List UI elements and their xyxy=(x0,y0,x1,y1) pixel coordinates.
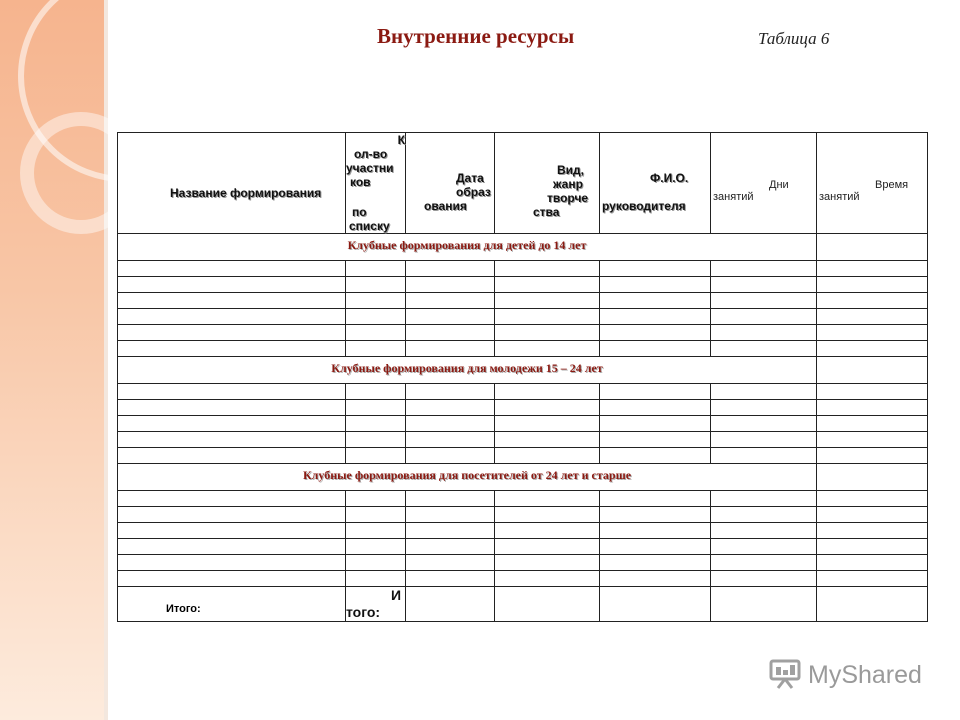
header-days: Дни занятий xyxy=(711,133,817,234)
header-date: Дата образ ования xyxy=(406,133,495,234)
table-row xyxy=(118,309,928,325)
total-label: Итого: xyxy=(118,587,346,622)
table-row xyxy=(118,523,928,539)
watermark-brand: MyShared xyxy=(808,661,922,689)
table-row xyxy=(118,491,928,507)
header-genre: Вид, жанр творче ства xyxy=(495,133,600,234)
watermark-logo xyxy=(768,656,922,695)
section-row xyxy=(118,357,928,384)
section-row xyxy=(118,234,928,261)
header-count: К ол-во участни ков по списку xyxy=(346,133,405,233)
presentation-board-icon xyxy=(768,656,802,695)
table-row xyxy=(118,539,928,555)
table-row xyxy=(118,507,928,523)
header-row xyxy=(118,133,928,234)
table-row xyxy=(118,341,928,357)
total-row xyxy=(118,587,928,622)
header-time: Время занятий xyxy=(817,133,928,234)
resources-table xyxy=(117,132,928,622)
table-row xyxy=(118,555,928,571)
section-title: Клубные формирования для молодежи 15 – 24 лет xyxy=(118,357,817,384)
page-title: Внутренние ресурсы xyxy=(377,24,575,48)
section-title: Клубные формирования для посетителей от 24 лет и старше xyxy=(118,464,817,491)
table-row xyxy=(118,325,928,341)
table-row xyxy=(118,448,928,464)
table-row xyxy=(118,261,928,277)
table-row xyxy=(118,400,928,416)
table-row xyxy=(118,416,928,432)
section-title: Клубные формирования для детей до 14 лет xyxy=(118,234,817,261)
table-number: Таблица 6 xyxy=(758,29,830,48)
table-row xyxy=(118,432,928,448)
total-count: И того: xyxy=(346,587,406,622)
section-row xyxy=(118,464,928,491)
header-name: Название формирования xyxy=(118,133,346,234)
table-row xyxy=(118,277,928,293)
table-row xyxy=(118,384,928,400)
header-leader: Ф.И.О. руководителя xyxy=(600,133,711,234)
table-row xyxy=(118,293,928,309)
table-row xyxy=(118,571,928,587)
